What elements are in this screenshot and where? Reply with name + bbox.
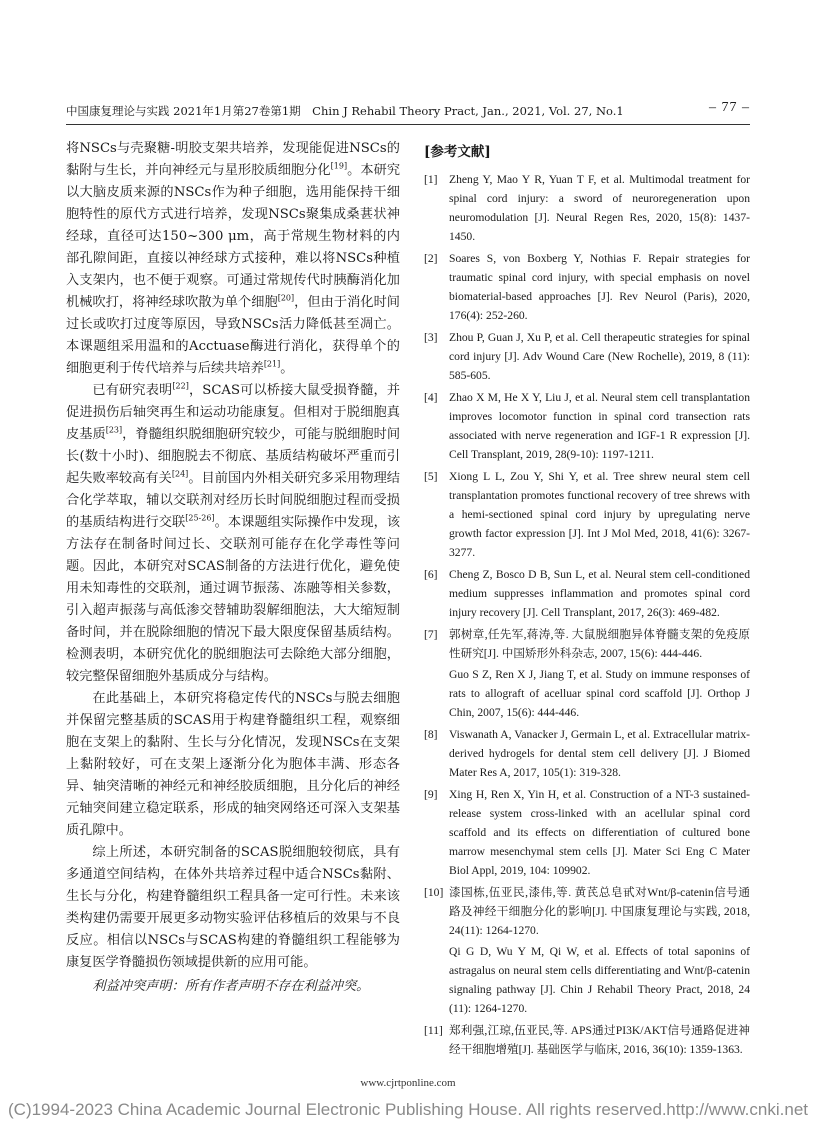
running-header: [66, 100, 750, 125]
reference-item: [5] Xiong L L, Zou Y, Shi Y, et al. Tree shrew neural stem cell transplantation promotes functional recovery of tree shrews with a hemi-sectioned spinal cord injury by upregulating nerve growth factor expression [J]. Int J Mol Med, 2018, 41(6): 3267-3277.: [424, 470, 750, 559]
journal-url: www.cjrtponline.com: [360, 1077, 456, 1089]
reference-item: [8] Viswanath A, Vanacker J, Germain L, et al. Extracellular matrix-derived hydrogels for dental stem cell delivery [J]. J Biomed Mater Res A, 2017, 105(1): 319-328.: [424, 728, 750, 779]
paragraph: 将NSCs与壳聚糖-明胶支架共培养，发现能促进NSCs的黏附与生长，并向神经元与星形胶质细胞分化[19]。本研究以大脑皮质来源的NSCs作为种子细胞，选用能保持干细胞特性的原代方式进行培养，发现NSCs聚集成桑葚状神经球，直径可达150~300 μm，高于常规生物材料的内部孔隙间距，直接以神经球方式接种，难以将NSCs种植入支架内，也不便于观察。可通过常规传代时胰酶消化加机械吹打，将神经球吹散为单个细胞[20]，但由于消化时间过长或吹打过度等原因，导致NSCs活力降低甚至凋亡。本课题组采用温和的Acctuase酶进行消化，获得单个的细胞更利于传代培养与后续共培养[21]。: [66, 141, 401, 376]
references-column: [424, 140, 750, 1062]
page-number: – 77 –: [709, 100, 750, 115]
body-column: [66, 138, 400, 998]
reference-item: [1] Zheng Y, Mao Y R, Yuan T F, et al. Multimodal treatment for spinal cord injury: a sword of neuroregeneration upon neuromodulation [J]. Neural Regen Res, 2020, 15(8): 1437-1450.: [424, 173, 750, 243]
cnki-link: http://www.cnki.net: [666, 1100, 808, 1119]
paragraph: 已有研究表明[22]，SCAS可以桥接大鼠受损脊髓，并促进损伤后轴突再生和运动功能康复。但相对于脱细胞真皮基质[23]，脊髓组织脱细胞研究较少，可能与脱细胞时间长(数十小时)、细胞脱去不彻底、基质结构破坏严重而引起失败率较高有关[24]。目前国内外相关研究多采用物理结合化学萃取，辅以交联剂对经历长时间脱细胞过程而受损的基质结构进行交联[25-26]。本课题组实际操作中发现，该方法存在制备时间过长、交联剂可能存在化学毒性等问题。因此，本研究对SCAS制备的方法进行优化，避免使用未知毒性的交联剂，通过调节振荡、冻融等相关参数，引入超声振荡与高低渗交替辅助裂解细胞法，大大缩短制备时间，并在脱除细胞的情况下最大限度保留基质结构。检测表明，本研究优化的脱细胞法可去除绝大部分细胞，较完整保留细胞外基质成分与结构。: [66, 381, 401, 684]
reference-item: [9] Xing H, Ren X, Yin H, et al. Construction of a NT-3 sustained-release system cross-linked with an acellular spinal cord scaffold and its effects on differentiation of cultured bone marrow mesenchymal stem cells [J]. Mater Sci Eng C Mater Biol Appl, 2019, 104: 109902.: [424, 788, 750, 877]
reference-item: [6] Cheng Z, Bosco D B, Sun L, et al. Neural stem cell-conditioned medium suppresses inflammation and promotes spinal cord injury recovery [J]. Cell Transplant, 2017, 26(3): 469-482.: [424, 568, 750, 619]
reference-item: [7] 郭树章,任先军,蒋涛,等. 大鼠脱细胞异体脊髓支架的免疫原性研究[J]. 中国矫形外科杂志, 2007, 15(6): 444-446. Guo S Z, Ren X J, Jiang T, et al. Study on immune responses of rats to allograft of acelluar spinal cord scaffold [J]. Orthop J Chin, 2007, 15(6): 444-446.: [424, 625, 750, 722]
reference-item: [3] Zhou P, Guan J, Xu P, et al. Cell therapeutic strategies for spinal cord injury [J]. Adv Wound Care (New Rochelle), 2019, 8 (11): 585-605.: [424, 331, 750, 382]
reference-translation: Qi G D, Wu Y M, Qi W, et al. Effects of total saponins of astragalus on neural stem cells differentiating and Wnt/β-catenin signaling pathway [J]. Chin J Rehabil Theory Pract, 2018, 24 (11): 1264-1270.: [449, 945, 750, 1015]
copyright-text: (C)1994-2023 China Academic Journal Electronic Publishing House. All rights reserved.: [8, 1100, 667, 1119]
reference-item: [2] Soares S, von Boxberg Y, Nothias F. Repair strategies for traumatic spinal cord injury, with special emphasis on novel biomaterial-based approaches [J]. Rev Neurol (Paris), 2020, 176(4): 252-260.: [424, 252, 750, 322]
reference-item: [4] Zhao X M, He X Y, Liu J, et al. Neural stem cell transplantation improves locomotor function in spinal cord transection rats associated with nerve regeneration and IGF-1 R expression [J]. Cell Transplant, 2019, 28(9-10): 1197-1211.: [424, 391, 750, 461]
paragraph: 在此基础上，本研究将稳定传代的NSCs与脱去细胞并保留完整基质的SCAS用于构建脊髓组织工程，观察细胞在支架上的黏附、生长与分化情况，发现NSCs在支架上黏附较好，可在支架上逐渐分化为胞体丰满、形态各异、轴突清晰的神经元和神经胶质细胞，且分化后的神经元轴突间建立稳定联系，形成的轴突网络还可深入支架基质孔隙中。: [66, 691, 400, 838]
copyright-watermark: [8, 1100, 808, 1120]
paragraph: 综上所述，本研究制备的SCAS脱细胞较彻底，具有多通道空间结构，在体外共培养过程中适合NSCs黏附、生长与分化，构建脊髓组织工程具备一定可行性。未来该类构建仍需要开展更多动物实验评估移植后的效果与不良反应。相信以NSCs与SCAS构建的脊髓组织工程能够为康复医学脊髓损伤领域提供新的应用可能。: [66, 845, 400, 970]
header-rule: [66, 124, 750, 125]
reference-item: [11] 郑利强,江琼,伍亚民,等. APS通过PI3K/AKT信号通路促进神经干细胞增殖[J]. 基础医学与临床, 2016, 36(10): 1359-1363.: [424, 1024, 750, 1056]
reference-item: [10] 漆国栋,伍亚民,漆伟,等. 黄芪总皂甙对Wnt/β-catenin信号通路及神经干细胞分化的影响[J]. 中国康复理论与实践, 2018, 24(11): 1264-1270. Qi G D, Wu Y M, Qi W, et al. Effects of total saponins of astragalus on neural stem cells differentiating and Wnt/β-catenin signaling pathway [J]. Chin J Rehabil Theory Pract, 2018, 24 (11): 1264-1270.: [424, 883, 750, 1018]
references-title: [参考文献]: [424, 144, 491, 160]
conflict-statement: 利益冲突声明：所有作者声明不存在利益冲突。: [92, 979, 370, 994]
running-title: 中国康复理论与实践 2021年1月第27卷第1期 Chin J Rehabil Theory Pract, Jan., 2021, Vol. 27, No.1: [66, 104, 624, 118]
reference-translation: Guo S Z, Ren X J, Jiang T, et al. Study on immune responses of rats to allograft of acelluar spinal cord scaffold [J]. Orthop J Chin, 2007, 15(6): 444-446.: [449, 668, 750, 719]
